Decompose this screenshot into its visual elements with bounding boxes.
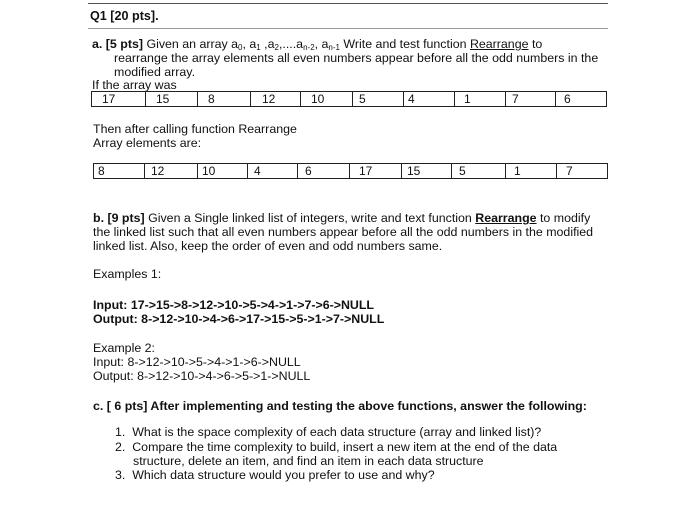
part-a-sep2: ,a: [260, 37, 275, 51]
output-value: 8->12->10->4->6->17->15->5->1->7->NULL: [137, 312, 385, 326]
part-a-text-post: Write and test function: [339, 37, 470, 51]
array-before-cell: 6: [564, 92, 571, 106]
list-item: [115, 425, 541, 439]
array-before-cell: 10: [301, 92, 353, 106]
header-rule: [88, 28, 608, 29]
subscript-1: 1: [256, 43, 261, 52]
example-1-input: [93, 298, 374, 312]
part-b-label: b.: [93, 211, 105, 225]
if-array-label: If the array was: [92, 78, 177, 92]
part-c-heading-text: [ 6 pts] After implementing and testing the above functions, answer the following:: [106, 399, 587, 413]
array-after-cell: 10: [198, 164, 248, 178]
part-a-line-2: rearrange the array elements all even numbers appear before all the odd numbers in the: [114, 51, 599, 65]
list-item-text: Which data structure would you prefer to use and why?: [132, 468, 435, 482]
array-after-cell: 6: [298, 164, 350, 178]
array-after-cell: 7: [566, 164, 573, 178]
function-name-rearrange: Rearrange: [469, 37, 529, 51]
array-before-cell: 4: [404, 92, 455, 106]
output-label: Output:: [93, 312, 138, 326]
part-a-label: a.: [92, 37, 103, 51]
array-after-cell: 5: [452, 164, 506, 178]
list-item: [115, 468, 435, 482]
part-b-line-2: the linked list such that all even numbers appear before all the odd numbers in the modified: [93, 225, 594, 239]
part-a-text: Given an array a: [146, 37, 239, 51]
part-b-line-3: linked list. Also, keep the order of even and odd numbers same.: [93, 239, 443, 253]
part-a-sep3: ,....a: [278, 37, 304, 51]
subscript-0: 0: [238, 43, 243, 52]
part-b-text: Given a Single linked list of integers, write and text function: [144, 211, 476, 225]
array-before-cell: 17: [92, 92, 146, 106]
subscript-n-2: n-2: [303, 43, 315, 52]
list-item-text: What is the space complexity of each data structure (array and linked list)?: [132, 425, 542, 439]
subscript-2: 2: [274, 43, 279, 52]
example-1-title: Examples 1:: [93, 267, 162, 281]
array-before-cell: 7: [506, 92, 556, 106]
list-item-text: Compare the time complexity to build, insert a new item at the end of the data: [132, 440, 558, 454]
array-after: [93, 163, 608, 179]
part-a-text-end: to: [528, 37, 543, 51]
part-a-line-3: modified array.: [114, 65, 196, 79]
array-before-cell: 15: [146, 92, 198, 106]
example-2-input: Input: 8->12->10->5->4->1->6->NULL: [93, 355, 301, 369]
array-after-cell: 15: [402, 164, 452, 178]
part-b-points: [9 pts]: [107, 211, 145, 225]
array-before-cell: 5: [353, 92, 404, 106]
part-a-sep1: , a: [242, 37, 257, 51]
part-c-heading: [93, 399, 587, 413]
example-1-output: [93, 312, 384, 326]
part-a-points: [5 pts]: [105, 37, 143, 51]
function-name-rearrange-b: Rearrange: [475, 211, 537, 225]
input-value: 17->15->8->12->10->5->4->1->7->6->NULL: [127, 298, 374, 312]
question-title: Q1 [20 pts].: [90, 9, 159, 23]
list-item-number: 3.: [115, 468, 126, 482]
part-a-sep4: , a: [314, 37, 329, 51]
array-after-cell: 17: [350, 164, 402, 178]
part-b-text-post: to modify: [536, 211, 591, 225]
then-line-1: Then after calling function Rearrange: [93, 122, 297, 136]
part-b-line-1: [93, 211, 590, 225]
array-before-cell: 12: [251, 92, 301, 106]
subscript-n-1: n-1: [328, 43, 340, 52]
input-label: Input:: [93, 298, 128, 312]
array-before: [91, 91, 607, 107]
example-2-title: Example 2:: [93, 341, 155, 355]
array-before-cell: 1: [455, 92, 506, 106]
then-line-2: Array elements are:: [93, 136, 202, 150]
array-after-cell: 8: [94, 164, 145, 178]
list-item-continuation: structure, delete an item, and find an item in each data structure: [133, 454, 484, 468]
list-item: [115, 440, 557, 454]
array-before-cell: 8: [198, 92, 251, 106]
part-c-label: c.: [93, 399, 104, 413]
list-item-number: 1.: [115, 425, 126, 439]
list-item-number: 2.: [115, 440, 126, 454]
array-after-cell: 1: [506, 164, 557, 178]
array-after-cell: 4: [248, 164, 298, 178]
top-rule: [88, 3, 608, 4]
example-2-output: Output: 8->12->10->4->6->5->1->NULL: [93, 369, 311, 383]
array-after-cell: 12: [145, 164, 198, 178]
